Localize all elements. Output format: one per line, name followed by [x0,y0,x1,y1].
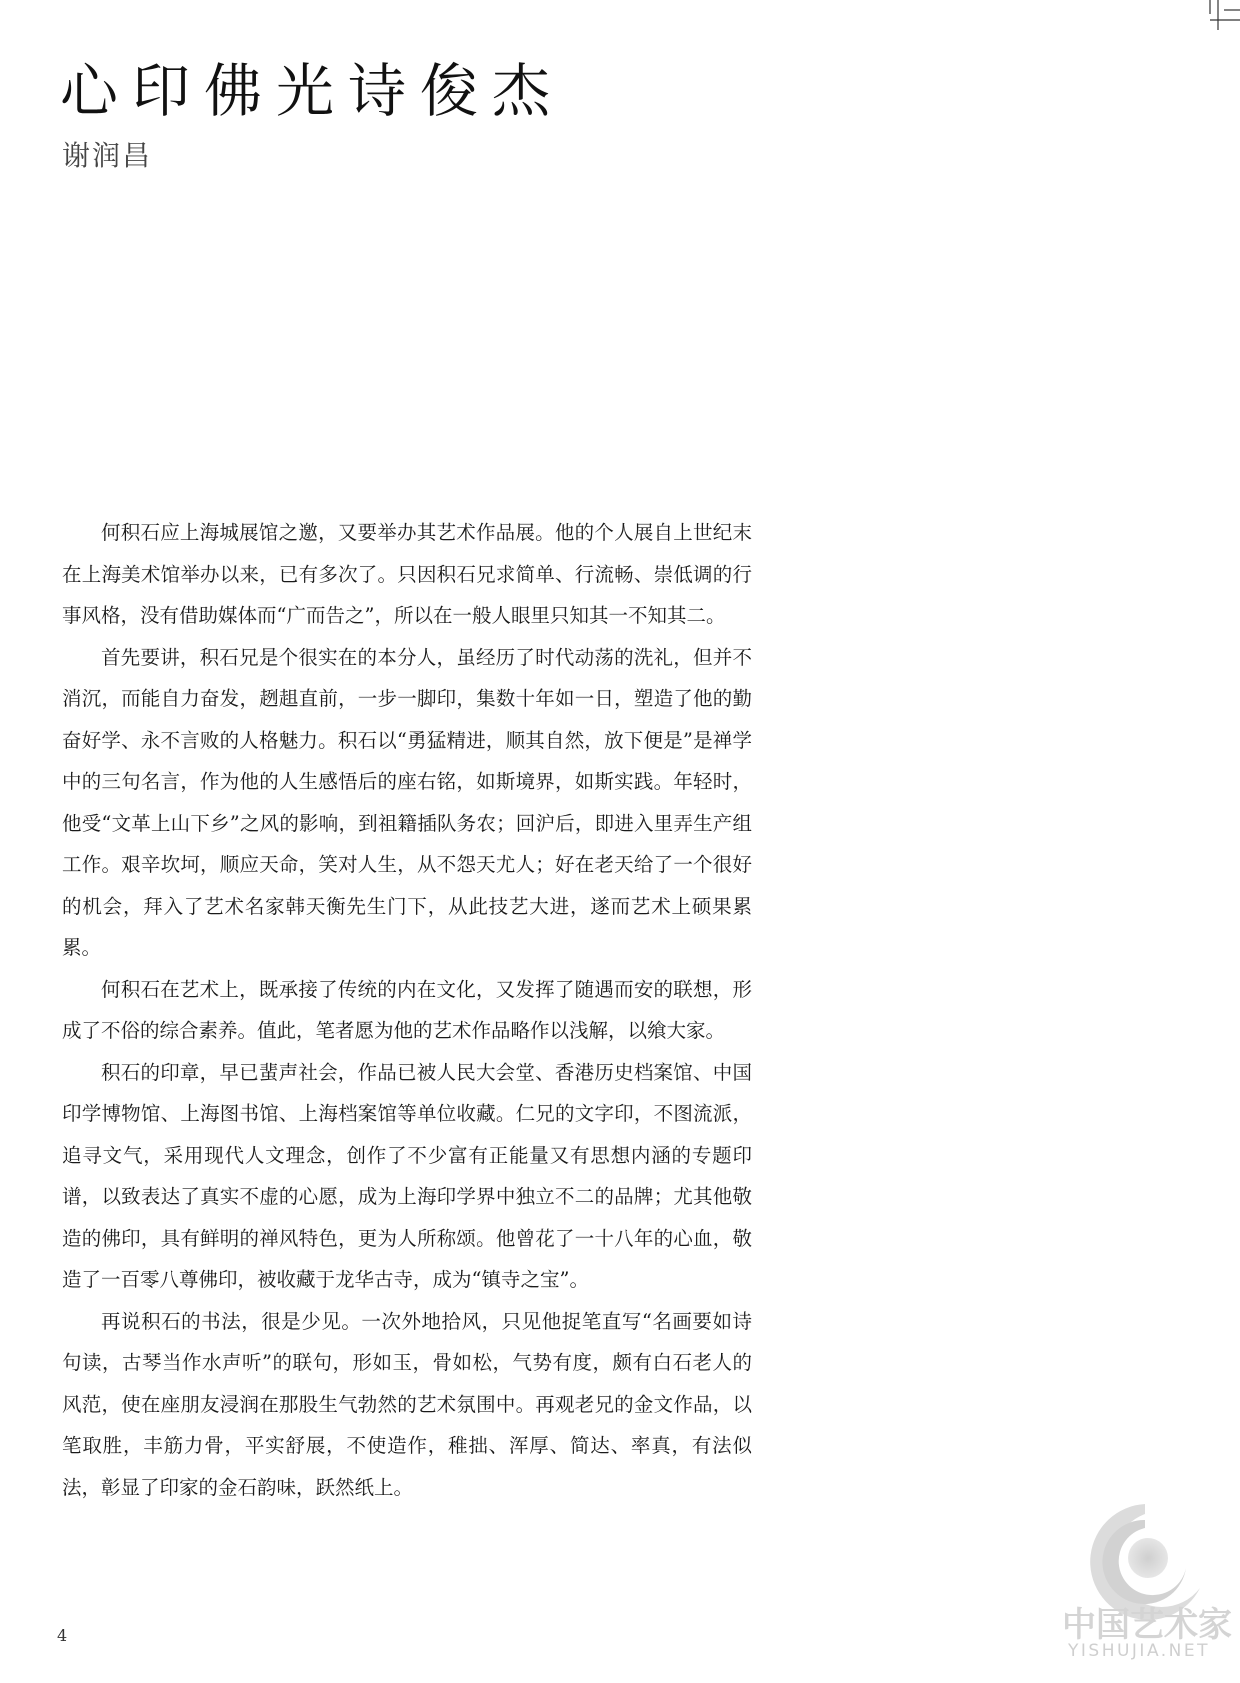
paragraph-3: 何积石在艺术上，既承接了传统的内在文化，又发挥了随遇而安的联想，形成了不俗的综合素养。值此，笔者愿为他的艺术作品略作以浅解，以飨大家。 [62,977,752,1042]
article-title: 心印佛光诗俊杰 [60,57,565,125]
article-body [62,512,752,1508]
page-number: 4 [57,1626,68,1645]
watermark-name: 中国艺术家 [1062,1605,1232,1645]
article-author: 谢润昌 [62,139,153,172]
paragraph-5: 再说积石的书法，很是少见。一次外地拾风，只见他捉笔直写“名画要如诗句读，古琴当作水声听”的联句，形如玉，骨如松，气势有度，颇有白石老人的风范，使在座朋友浸润在那股生气勃然的艺术氛围中。再观老兄的金文作品，以笔取胜，丰筋力骨，平实舒展，不使造作，稚拙、浑厚、简达、率真，有法似法，彰显了印家的金石韵味，跃然纸上。 [62,1309,752,1499]
watermark-url: YISHUJIA.NET [1068,1641,1211,1661]
crop-marks-icon [1180,0,1240,32]
paragraph-4: 积石的印章，早已蜚声社会，作品已被人民大会堂、香港历史档案馆、中国印学博物馆、上海图书馆、上海档案馆等单位收藏。仁兄的文字印，不图流派，追寻文气，采用现代人文理念，创作了不少富有正能量又有思想内涵的专题印谱，以致表达了真实不虚的心愿，成为上海印学界中独立不二的品牌；尤其他敬造的佛印，具有鲜明的禅风特色，更为人所称颂。他曾花了一十八年的心血，敬造了一百零八尊佛印，被收藏于龙华古寺，成为“镇寺之宝”。 [62,1060,752,1291]
paragraph-1: 何积石应上海城展馆之邀，又要举办其艺术作品展。他的个人展自上世纪末在上海美术馆举办以来，已有多次了。只因积石兄求简单、行流畅、崇低调的行事风格，没有借助媒体而“广而告之”，所以在一般人眼里只知其一不知其二。 [62,521,752,627]
paragraph-2: 首先要讲，积石兄是个很实在的本分人，虽经历了时代动荡的洗礼，但并不消沉，而能自力奋发，趔趄直前，一步一脚印，集数十年如一日，塑造了他的勤奋好学、永不言败的人格魅力。积石以“勇猛精进，顺其自然，放下便是”是禅学中的三句名言，作为他的人生感悟后的座右铭，如斯境界，如斯实践。年轻时，他受“文革上山下乡”之风的影响，到祖籍插队务农；回沪后，即进入里弄生产组工作。艰辛坎坷，顺应天命，笑对人生，从不怨天尤人；好在老天给了一个很好的机会，拜入了艺术名家韩天衡先生门下，从此技艺大进，遂而艺术上硕果累累。 [62,645,752,959]
